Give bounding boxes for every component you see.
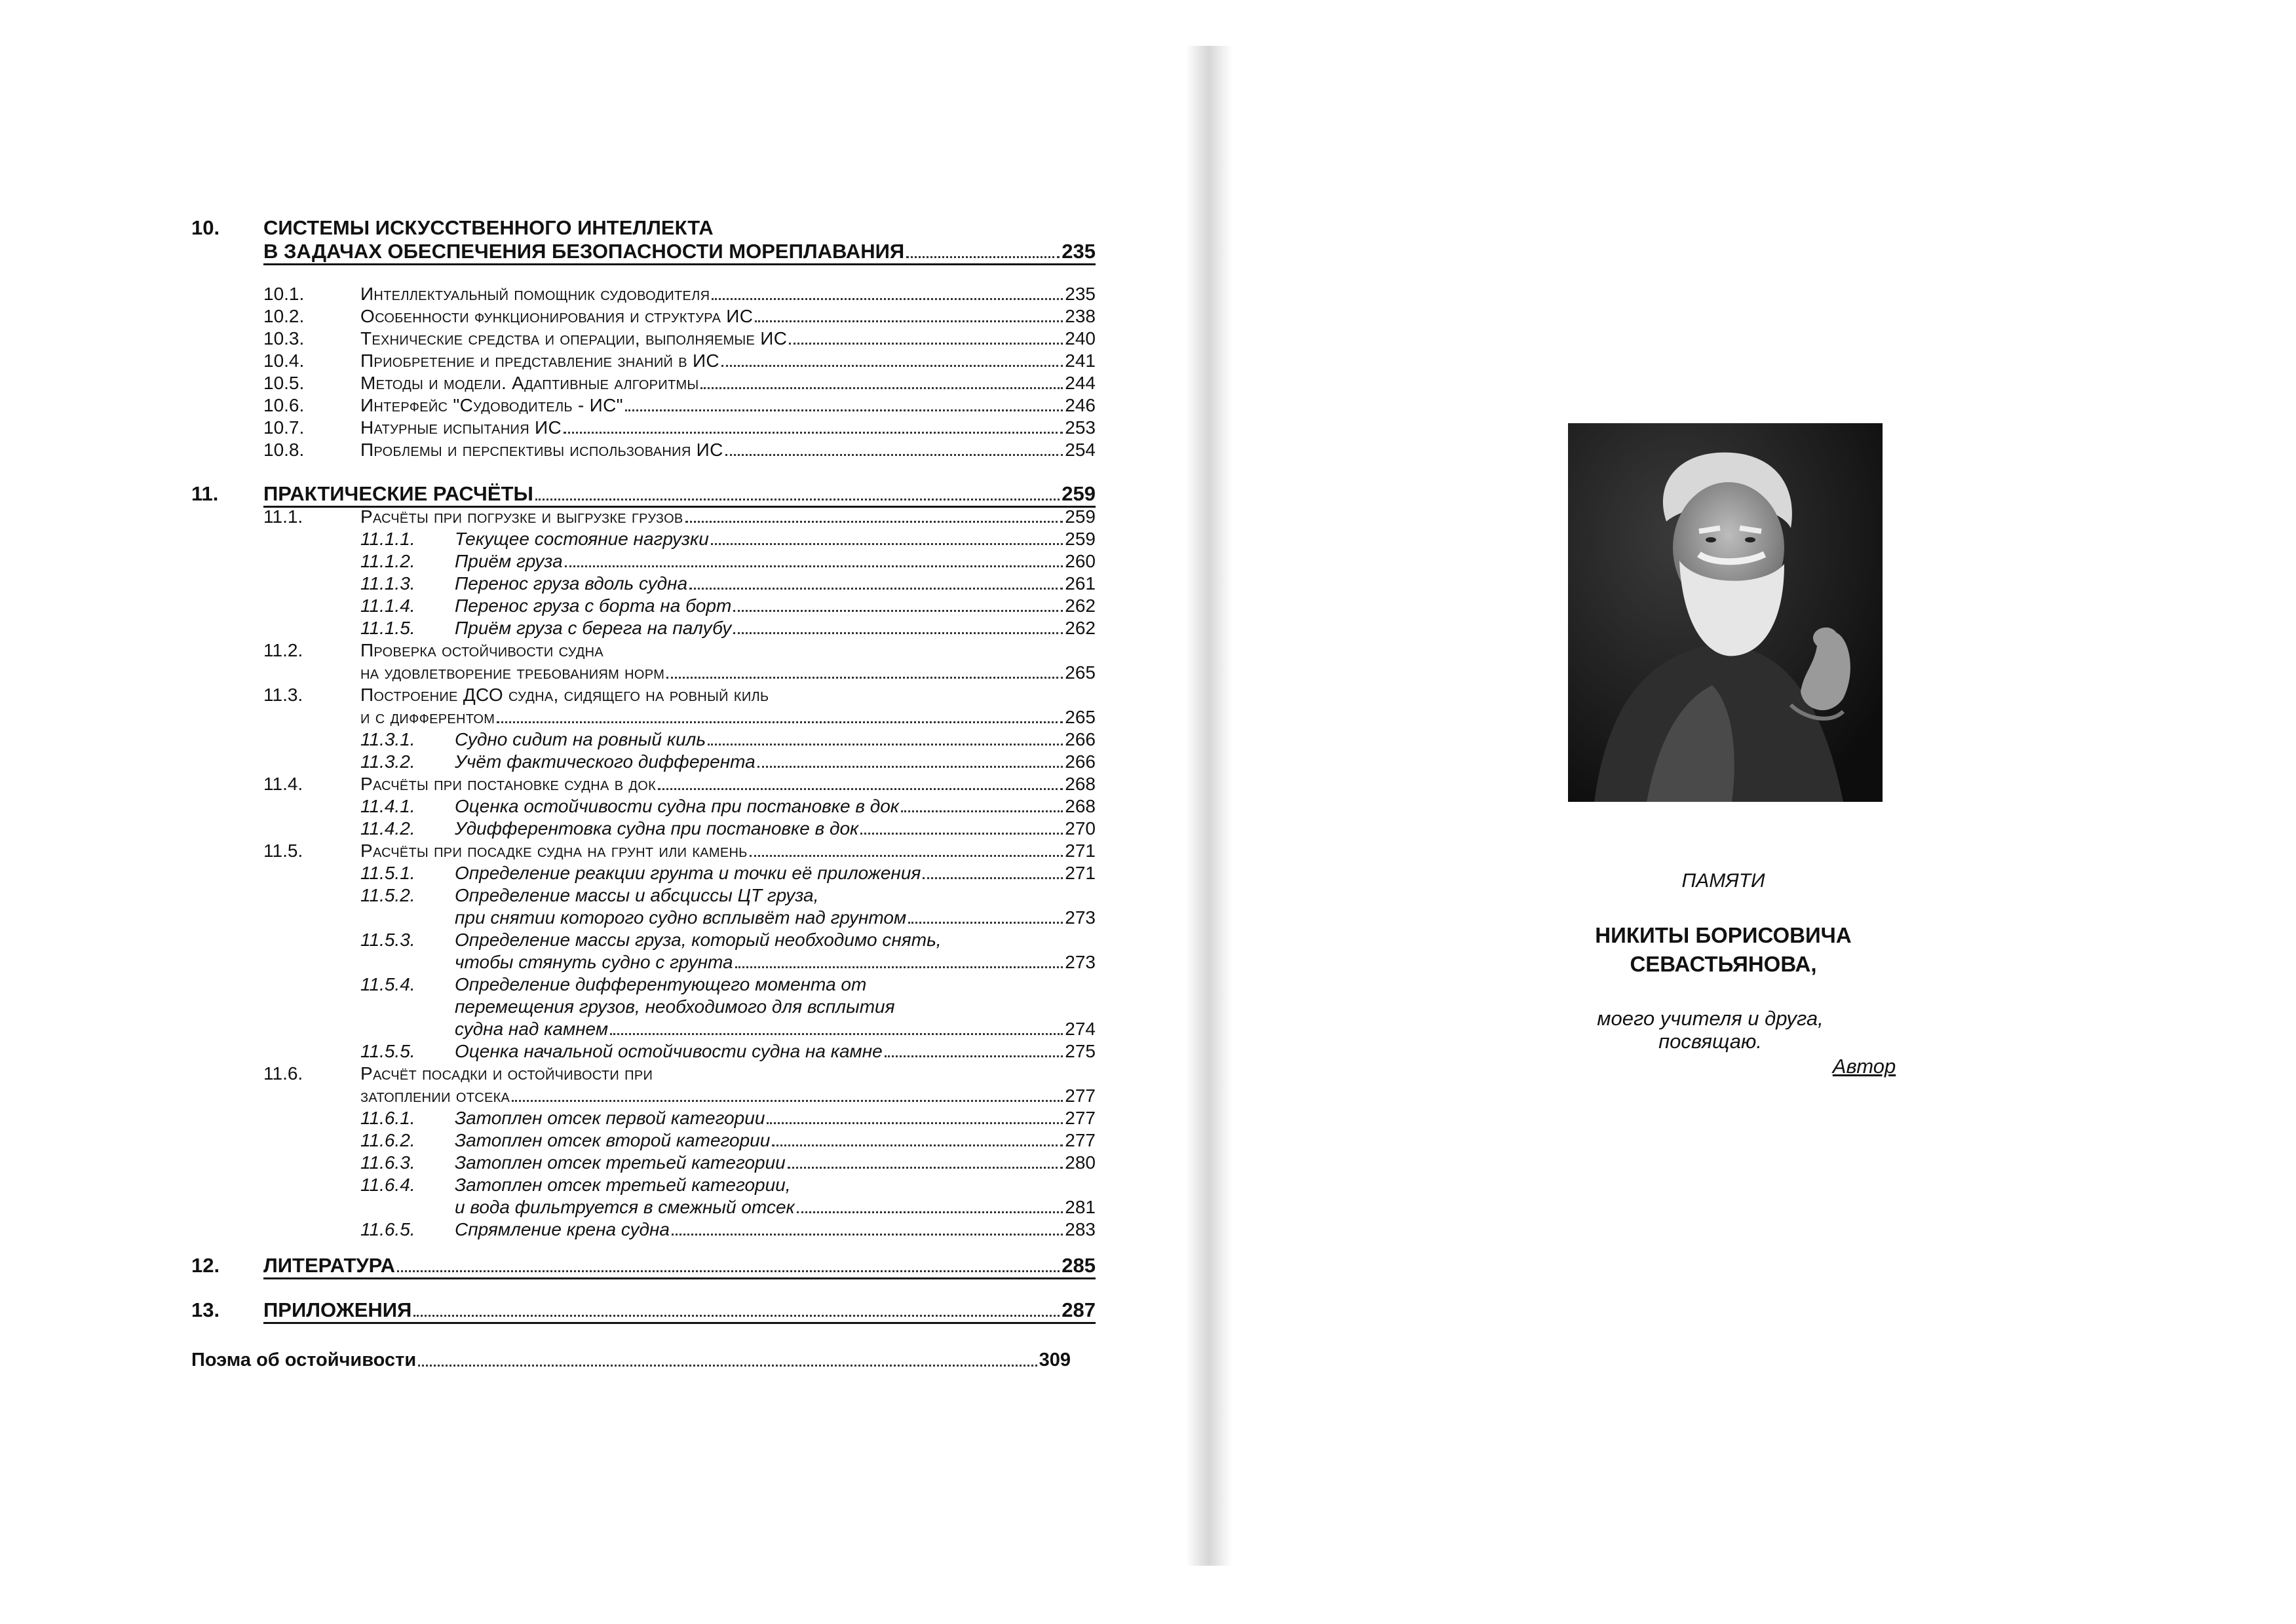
dedication-name-line2: СЕВАСТЬЯНОВА, xyxy=(1630,952,1817,976)
entry-title: Технические средства и операции, выполняемые ИС xyxy=(360,328,788,349)
page-number: 287 xyxy=(1062,1298,1096,1321)
entry-title: Оценка начальной остойчивости судна на камне xyxy=(455,1041,883,1061)
page-number: 238 xyxy=(1065,306,1096,326)
entry-number: 11.3.1. xyxy=(360,729,415,749)
entry-number: 11.6.3. xyxy=(360,1152,415,1173)
entry-title: Затоплен отсек второй категории xyxy=(455,1130,771,1150)
entry-title: Определение реакции грунта и точки её приложения xyxy=(455,863,921,883)
entry-number: 11.5.1. xyxy=(360,863,415,883)
dedication-line1: моего учителя и друга, xyxy=(1597,1007,1824,1030)
page-number: 262 xyxy=(1065,595,1096,616)
entry-title: Приём груза с берега на палубу xyxy=(455,618,732,638)
entry-title: Особенности функционирования и структура ИС xyxy=(360,306,754,326)
section-title: ЛИТЕРАТУРА xyxy=(263,1254,396,1277)
entry-title: Расчёты при постановке судна в док xyxy=(360,774,657,794)
entry-number: 11.1.3. xyxy=(360,573,415,594)
entry-number: 11.5.5. xyxy=(360,1041,415,1061)
entry-number: 11.5.3. xyxy=(360,930,415,950)
page-number: 261 xyxy=(1065,573,1096,594)
entry-title: Определение массы груза, который необходимо снять, xyxy=(455,930,942,950)
entry-title: Проблемы и перспективы использования ИС xyxy=(360,440,723,460)
page-number: 254 xyxy=(1065,440,1096,460)
entry-number: 11.1. xyxy=(263,506,303,527)
entry-title: при снятии которого судно всплывёт над грунтом xyxy=(455,907,907,928)
section-number: 10. xyxy=(191,216,220,239)
entry-number: 11.1.5. xyxy=(360,618,415,638)
entry-title: Перенос груза вдоль судна xyxy=(455,573,688,594)
section-title-line1: СИСТЕМЫ ИСКУССТВЕННОГО ИНТЕЛЛЕКТА xyxy=(263,216,714,239)
entry-title: Оценка остойчивости судна при постановке в док xyxy=(455,796,900,816)
entry-title: Затоплен отсек третьей категории xyxy=(455,1152,786,1173)
entry-number: 11.5.4. xyxy=(360,974,415,994)
page-fold-shadow xyxy=(1186,46,1232,1566)
entry-number: 11.1.4. xyxy=(360,595,415,616)
entry-number: 10.5. xyxy=(263,373,305,393)
page-number: 244 xyxy=(1065,373,1096,393)
entry-number: 10.3. xyxy=(263,328,305,349)
toc-poem xyxy=(191,1348,1071,1372)
entry-number: 11.4.2. xyxy=(360,818,415,839)
entry-number: 11.4.1. xyxy=(360,796,415,816)
page-number: 271 xyxy=(1065,863,1096,883)
entry-number: 11.5.2. xyxy=(360,885,415,905)
entry-title: Расчёты при посадке судна на грунт или камень xyxy=(360,840,748,861)
page-number: 271 xyxy=(1065,840,1096,861)
entry-title: Перенос груза с борта на борт xyxy=(455,595,732,616)
entry-title: Приём груза xyxy=(455,551,563,571)
dedication-line2: посвящаю. xyxy=(1658,1030,1762,1053)
page-number: 277 xyxy=(1065,1086,1096,1106)
entry-title: Построение ДСО судна, сидящего на ровный киль xyxy=(360,685,769,705)
entry-title: затоплении отсека xyxy=(360,1086,510,1106)
entry-number: 11.6.5. xyxy=(360,1219,415,1239)
entry-title: Удифферентовка судна при постановке в док xyxy=(455,818,859,839)
page-number: 309 xyxy=(1039,1350,1071,1370)
dedication-label: ПАМЯТИ xyxy=(1681,870,1765,892)
entry-number: 11.3.2. xyxy=(360,751,415,772)
entry-title: Расчёты при погрузке и выгрузке грузов xyxy=(360,506,683,527)
entry-title: Затоплен отсек первой категории xyxy=(455,1108,765,1128)
page-number: 265 xyxy=(1065,707,1096,727)
entry-number: 11.1.2. xyxy=(360,551,415,571)
entry-title: Интерфейс "Судоводитель - ИС" xyxy=(360,395,623,415)
entry-title: Приобретение и представление знаний в ИС xyxy=(360,350,719,371)
entry-title: и вода фильтруется в смежный отсек xyxy=(455,1197,795,1217)
page-number: 262 xyxy=(1065,618,1096,638)
entry-title: и с дифферентом xyxy=(360,707,495,727)
entry-title: Учёт фактического дифферента xyxy=(455,751,756,772)
page-number: 274 xyxy=(1065,1019,1096,1039)
entry-title: Затоплен отсек третьей категории, xyxy=(455,1175,791,1195)
entry-number: 10.1. xyxy=(263,284,305,304)
entry-number: 11.2. xyxy=(263,640,303,660)
section-number: 11. xyxy=(191,482,219,505)
page-number: 277 xyxy=(1065,1108,1096,1128)
entry-number: 11.5. xyxy=(263,840,303,861)
page-number: 273 xyxy=(1065,907,1096,928)
entry-title: Расчёт посадки и остойчивости при xyxy=(360,1063,653,1084)
entry-title: Судно сидит на ровный киль xyxy=(455,729,706,749)
entry-number: 11.6.1. xyxy=(360,1108,415,1128)
page-number: 235 xyxy=(1065,284,1096,304)
entry-number: 10.6. xyxy=(263,395,305,415)
page-number: 259 xyxy=(1065,506,1096,527)
entry-number: 11.6. xyxy=(263,1063,303,1084)
page-number: 259 xyxy=(1065,529,1096,549)
section-title: ПРАКТИЧЕСКИЕ РАСЧЁТЫ xyxy=(263,482,533,505)
page-number: 259 xyxy=(1062,482,1096,505)
entry-title: Определение дифферентующего момента от xyxy=(455,974,867,994)
entry-number: 10.7. xyxy=(263,417,305,438)
entry-number: 11.6.4. xyxy=(360,1175,415,1195)
page-number: 285 xyxy=(1062,1254,1096,1277)
page-number: 280 xyxy=(1065,1152,1096,1173)
entry-title: Проверка остойчивости судна xyxy=(360,640,604,660)
entry-number: 10.4. xyxy=(263,350,305,371)
entry-number: 11.6.2. xyxy=(360,1130,415,1150)
entry-number: 10.8. xyxy=(263,440,305,460)
entry-number: 11.1.1. xyxy=(360,529,415,549)
page-number: 268 xyxy=(1065,796,1096,816)
portrait-photo xyxy=(1568,423,1883,802)
entry-title: Натурные испытания ИС xyxy=(360,417,562,438)
page-number: 235 xyxy=(1062,240,1096,263)
section-number: 13. xyxy=(191,1298,220,1321)
entry-title: Интеллектуальный помощник судоводителя xyxy=(360,284,710,304)
section-title: ПРИЛОЖЕНИЯ xyxy=(263,1298,412,1321)
page-number: 260 xyxy=(1065,551,1096,571)
poem-title: Поэма об остойчивости xyxy=(191,1350,417,1370)
page-number: 265 xyxy=(1065,662,1096,683)
page-number: 240 xyxy=(1065,328,1096,349)
page-number: 268 xyxy=(1065,774,1096,794)
page-number: 277 xyxy=(1065,1130,1096,1150)
dedication-name-line1: НИКИТЫ БОРИСОВИЧА xyxy=(1595,923,1852,947)
section-number: 12. xyxy=(191,1254,220,1277)
page-number: 273 xyxy=(1065,952,1096,972)
page-number: 253 xyxy=(1065,417,1096,438)
page-number: 270 xyxy=(1065,818,1096,839)
page-number: 266 xyxy=(1065,751,1096,772)
entry-number: 11.4. xyxy=(263,774,303,794)
dedication-signature: Автор xyxy=(1832,1055,1896,1078)
page-number: 275 xyxy=(1065,1041,1096,1061)
section-title-line2: В ЗАДАЧАХ ОБЕСПЕЧЕНИЯ БЕЗОПАСНОСТИ МОРЕПЛАВАНИЯ 235 xyxy=(263,240,1096,265)
entry-number: 10.2. xyxy=(263,306,305,326)
page-number: 283 xyxy=(1065,1219,1096,1239)
page-number: 281 xyxy=(1065,1197,1096,1217)
page-number: 266 xyxy=(1065,729,1096,749)
entry-title: Спрямление крена судна xyxy=(455,1219,670,1239)
entry-title: чтобы стянуть судно с грунта xyxy=(455,952,733,972)
entry-title: на удовлетворение требованиям норм xyxy=(360,662,665,683)
entry-number: 11.3. xyxy=(263,685,303,705)
entry-title: судна над камнем xyxy=(455,1019,609,1039)
entry-title: Методы и модели. Адаптивные алгоритмы xyxy=(360,373,699,393)
entry-title: Текущее состояние нагрузки xyxy=(455,529,709,549)
entry-title: Определение массы и абсциссы ЦТ груза, xyxy=(455,885,819,905)
entry-title: перемещения грузов, необходимого для всплытия xyxy=(455,996,895,1017)
page-number: 241 xyxy=(1065,350,1096,371)
page-number: 246 xyxy=(1065,395,1096,415)
